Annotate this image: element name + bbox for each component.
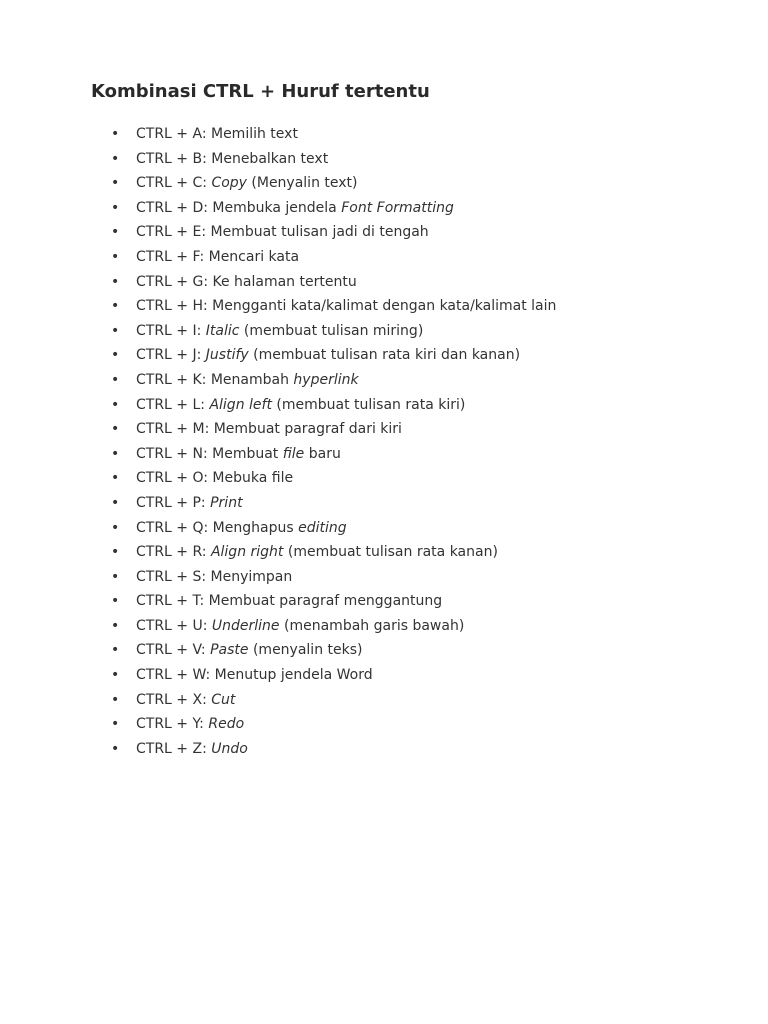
bullet-icon: •	[111, 445, 120, 462]
shortcut-text	[136, 737, 248, 762]
bullet-icon: •	[111, 494, 120, 511]
shortcut-text	[136, 294, 556, 319]
shortcut-text	[136, 417, 402, 442]
bullet-icon: •	[111, 322, 120, 339]
bullet-icon: •	[111, 740, 120, 757]
shortcut-text	[136, 638, 362, 663]
bullet-icon: •	[111, 519, 120, 536]
italic-term: Cut	[211, 691, 236, 708]
bullet-icon: •	[111, 150, 120, 167]
italic-term: Justify	[205, 347, 249, 364]
shortcut-note: (menyalin teks)	[248, 642, 363, 659]
shortcut-text	[136, 343, 520, 368]
bullet-icon: •	[111, 691, 120, 708]
bullet-icon: •	[111, 175, 120, 192]
shortcut-key-description: CTRL + E: Membuat tulisan jadi di tengah	[136, 224, 429, 241]
shortcut-note: (membuat tulisan rata kiri)	[271, 396, 466, 413]
shortcut-note: (membuat tulisan miring)	[239, 322, 424, 339]
shortcut-text	[136, 220, 429, 245]
shortcut-key-description: CTRL + F: Mencari kata	[136, 248, 300, 265]
bullet-icon: •	[111, 544, 120, 561]
shortcut-key-description: CTRL + T: Membuat paragraf menggantung	[136, 593, 443, 610]
shortcut-text	[136, 196, 454, 221]
shortcut-text	[136, 614, 464, 639]
shortcut-note: (Menyalin text)	[246, 175, 358, 192]
shortcut-text	[136, 663, 373, 688]
bullet-icon: •	[111, 642, 120, 659]
bullet-icon: •	[111, 667, 120, 684]
shortcut-key-description: CTRL + J:	[136, 347, 206, 364]
bullet-icon: •	[111, 716, 120, 733]
shortcut-text	[136, 122, 298, 147]
bullet-icon: •	[111, 126, 120, 142]
shortcut-text	[136, 270, 357, 295]
shortcut-key-description: CTRL + U:	[136, 617, 212, 634]
shortcut-key-description: CTRL + R:	[136, 544, 211, 561]
shortcut-key-description: CTRL + Q: Menghapus	[136, 519, 299, 536]
italic-term: Underline	[211, 617, 280, 634]
bullet-icon: •	[111, 224, 120, 241]
italic-term: Align right	[210, 544, 284, 561]
shortcut-key-description: CTRL + I:	[136, 322, 206, 339]
shortcut-key-description: CTRL + H: Mengganti kata/kalimat dengan kata/kalimat lain	[136, 298, 557, 315]
shortcut-note: (menambah garis bawah)	[279, 617, 465, 634]
shortcut-text	[136, 171, 358, 196]
bullet-icon: •	[111, 298, 120, 315]
shortcut-text	[136, 589, 442, 614]
shortcut-key-description: CTRL + L:	[136, 396, 210, 413]
shortcut-text	[136, 540, 498, 565]
shortcut-text	[136, 466, 293, 491]
shortcut-key-description: CTRL + K: Menambah	[136, 371, 294, 388]
shortcut-key-description: CTRL + C:	[136, 175, 212, 192]
shortcut-note: (membuat tulisan rata kiri dan kanan)	[248, 347, 521, 364]
bullet-icon: •	[111, 593, 120, 610]
italic-term: hyperlink	[293, 371, 359, 388]
shortcut-text	[136, 516, 347, 541]
shortcut-key-description: CTRL + P:	[136, 494, 211, 511]
shortcut-text	[136, 245, 299, 270]
italic-term: file	[282, 445, 305, 462]
shortcut-text	[136, 368, 359, 393]
shortcut-key-description: CTRL + O: Mebuka file	[136, 470, 294, 487]
italic-term: Italic	[205, 322, 240, 339]
italic-term: Font Formatting	[341, 199, 454, 216]
shortcut-key-description: CTRL + Y:	[136, 716, 209, 733]
shortcut-text	[136, 319, 423, 344]
shortcut-key-description: CTRL + M: Membuat paragraf dari kiri	[136, 421, 402, 438]
italic-term: Undo	[211, 740, 248, 757]
italic-term: Redo	[208, 716, 245, 733]
shortcut-key-description: CTRL + X:	[136, 691, 212, 708]
shortcut-key-description: CTRL + Z:	[136, 740, 212, 757]
shortcut-key-description: CTRL + V:	[136, 642, 211, 659]
shortcut-key-description: CTRL + B: Menebalkan text	[136, 150, 329, 167]
bullet-icon: •	[111, 396, 120, 413]
shortcut-text	[136, 688, 235, 713]
bullet-icon: •	[111, 248, 120, 265]
shortcut-note: (membuat tulisan rata kanan)	[283, 544, 498, 561]
bullet-icon: •	[111, 347, 120, 364]
shortcut-text	[136, 491, 243, 516]
shortcut-key-description: CTRL + W: Menutup jendela Word	[136, 667, 373, 684]
italic-term: Paste	[210, 642, 249, 659]
shortcut-text	[136, 442, 341, 467]
bullet-icon: •	[111, 199, 120, 216]
italic-term: Copy	[211, 175, 247, 192]
bullet-icon: •	[111, 470, 120, 487]
shortcut-key-description: CTRL + N: Membuat	[136, 445, 283, 462]
italic-term: Print	[210, 494, 243, 511]
bullet-icon: •	[111, 617, 120, 634]
shortcut-text	[136, 147, 328, 172]
shortcut-note: baru	[304, 445, 341, 462]
shortcut-key-description: CTRL + S: Menyimpan	[136, 568, 293, 585]
shortcut-key-description: CTRL + D: Membuka jendela	[136, 199, 342, 216]
shortcut-text	[136, 565, 292, 590]
page-title: Kombinasi CTRL + Huruf tertentu	[91, 81, 430, 102]
bullet-icon: •	[111, 568, 120, 585]
bullet-icon: •	[111, 273, 120, 290]
shortcut-key-description: CTRL + A: Memilih text	[136, 126, 298, 142]
shortcut-text	[136, 712, 244, 737]
italic-term: editing	[298, 519, 347, 536]
bullet-icon: •	[111, 371, 120, 388]
italic-term: Align left	[209, 396, 272, 413]
shortcut-text	[136, 393, 465, 418]
shortcut-key-description: CTRL + G: Ke halaman tertentu	[136, 273, 357, 290]
bullet-icon: •	[111, 421, 120, 438]
